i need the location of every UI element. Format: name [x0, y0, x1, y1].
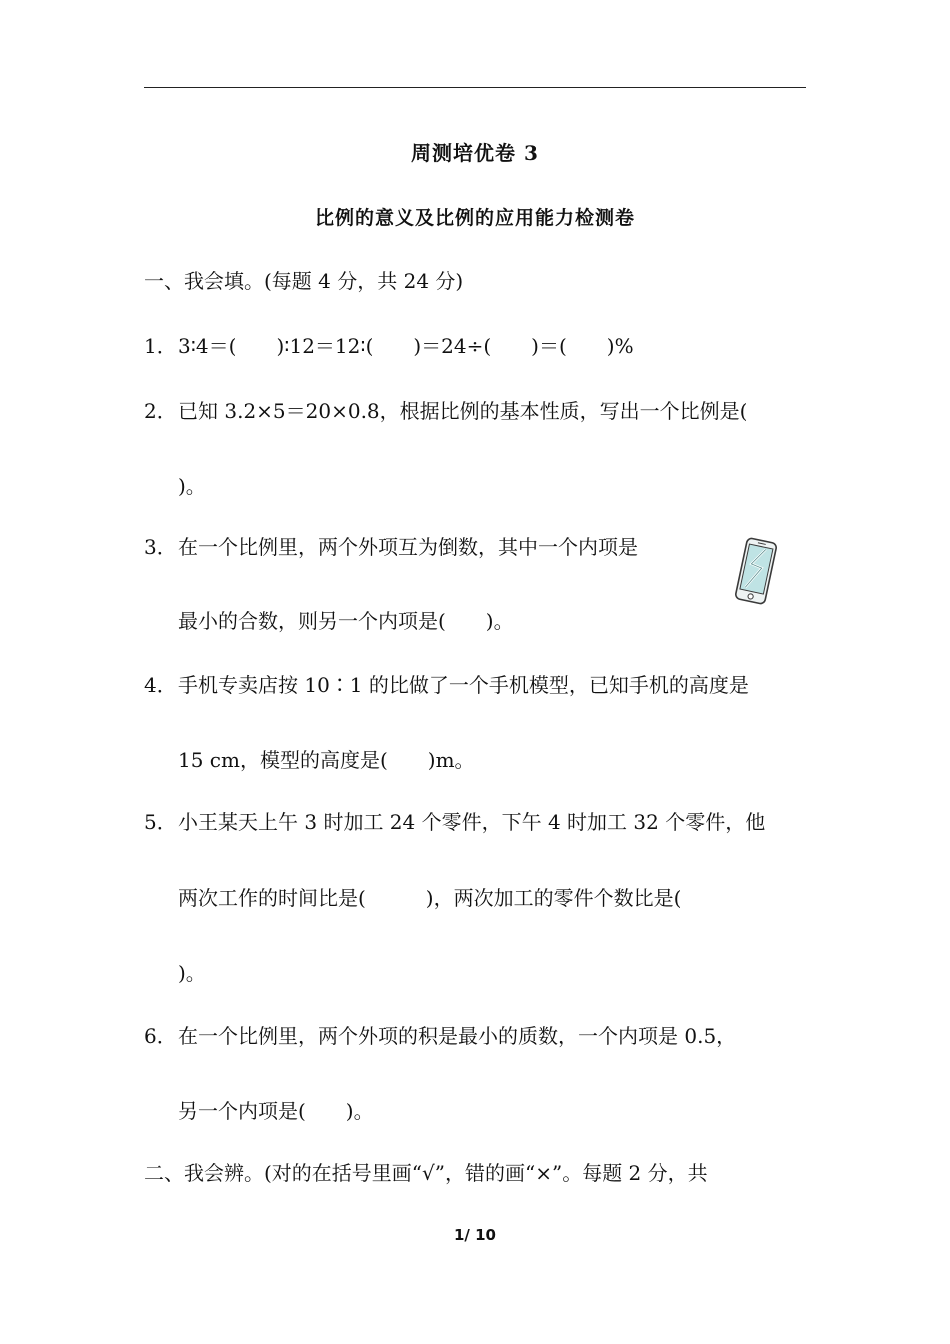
question-4	[144, 669, 749, 698]
question-number: 3．	[144, 535, 177, 559]
question-number: 2．	[144, 399, 177, 423]
question-text: 手机专卖店按 10∶1 的比做了一个手机模型，已知手机的高度是	[178, 673, 749, 697]
question-number: 4．	[144, 673, 177, 697]
page-title: 周测培优卷 3	[411, 141, 539, 165]
question-text: 在一个比例里，两个外项互为倒数，其中一个内项是	[178, 535, 638, 559]
question-1	[144, 330, 634, 359]
question-text: 小王某天上午 3 时加工 24 个零件，下午 4 时加工 32 个零件，他	[178, 810, 766, 834]
question-2	[144, 395, 747, 424]
question-6-continuation: 另一个内项是( )。	[178, 1099, 374, 1123]
section-2-heading: 二、我会辨。(对的在括号里画“√”，错的画“×”。每题 2 分，共	[144, 1161, 708, 1185]
phone-icon	[731, 537, 781, 605]
question-number: 5．	[144, 810, 177, 834]
page-number: 1/ 10	[453, 1226, 496, 1244]
question-5-continuation: 两次工作的时间比是( )，两次加工的零件个数比是(	[178, 886, 682, 910]
question-6	[144, 1020, 736, 1049]
header-rule	[144, 87, 806, 88]
question-3	[144, 531, 638, 560]
question-5	[144, 806, 765, 835]
page-subtitle: 比例的意义及比例的应用能力检测卷	[314, 207, 635, 229]
question-number: 6．	[144, 1024, 177, 1048]
question-2-continuation: )。	[178, 474, 206, 498]
question-4-continuation: 15 cm，模型的高度是( )m。	[178, 748, 475, 772]
question-3-continuation: 最小的合数，则另一个内项是( )。	[178, 609, 514, 633]
question-number: 1．	[144, 334, 177, 358]
question-text: 在一个比例里，两个外项的积是最小的质数，一个内项是 0.5，	[178, 1024, 737, 1048]
question-text: 3∶4＝( )∶12＝12∶( )＝24÷( )＝( )%	[178, 334, 634, 358]
question-5-continuation-2: )。	[178, 961, 206, 985]
section-1-heading: 一、我会填。(每题 4 分，共 24 分)	[144, 269, 464, 293]
question-text: 已知 3.2×5＝20×0.8，根据比例的基本性质，写出一个比例是(	[178, 399, 748, 423]
